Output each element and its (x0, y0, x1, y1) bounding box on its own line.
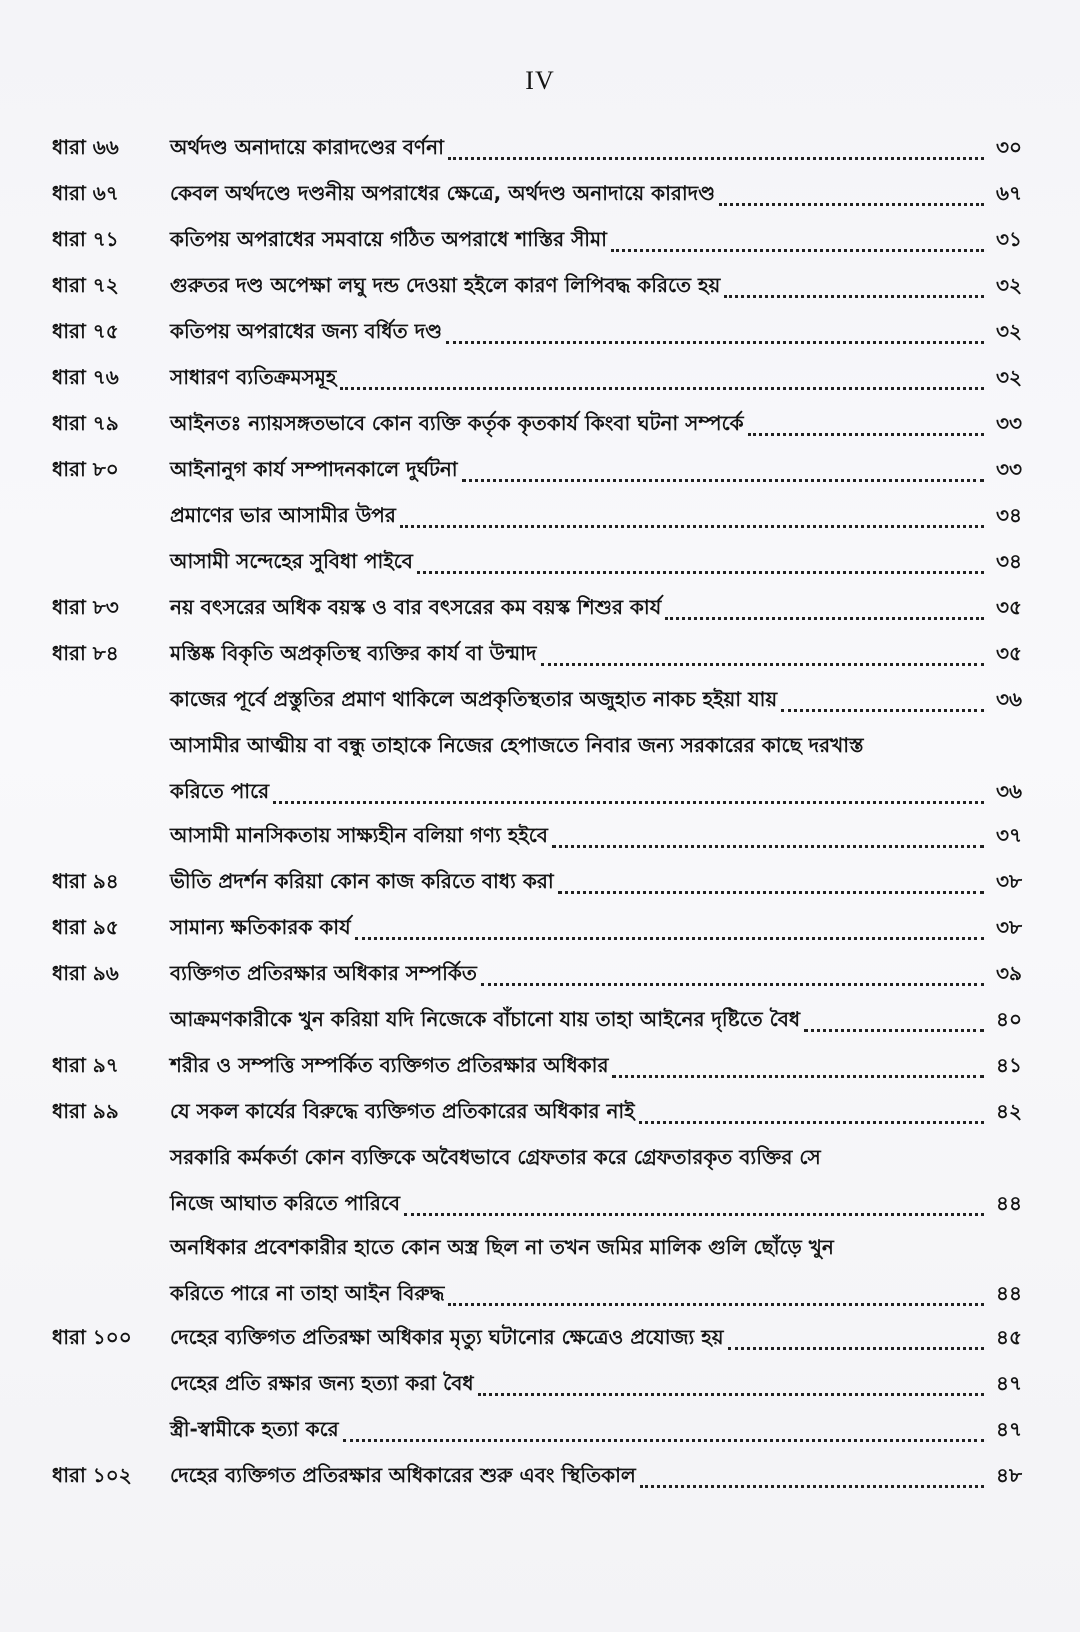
toc-page-number: ৩৭ (995, 823, 1022, 847)
toc-row (0, 1042, 1080, 1088)
toc-entry-title: সরকারি কর্মকর্তা কোন ব্যক্তিকে অবৈধভাবে গ্রেফতার করে গ্রেফতারকৃত ব্যক্তির সে (170, 1145, 821, 1169)
toc-row (0, 354, 1080, 400)
toc-entry-title: সাধারণ ব্যতিক্রমসমূহ (170, 365, 337, 389)
dot-leader (748, 400, 984, 446)
toc-entry-title: দেহের প্রতি রক্ষার জন্য হত্যা করা বৈধ (170, 1371, 474, 1395)
toc-page-number: ৩৪ (996, 549, 1022, 573)
dot-leader (343, 1406, 984, 1452)
toc-section-number: ধারা ৭২ (52, 273, 119, 297)
toc-page-number: ৪১ (996, 1053, 1022, 1077)
toc-page-number: ৩৯ (996, 961, 1022, 985)
dot-leader (478, 1360, 984, 1406)
toc-row (0, 768, 1080, 812)
toc-row (0, 996, 1080, 1042)
toc-page-number: ৩৩ (995, 411, 1022, 435)
toc-page-number: ৩০ (995, 135, 1022, 159)
toc-entry-title: মস্তিষ্ক বিকৃতি অপ্রকৃতিস্থ ব্যক্তির কার্য বা উন্মাদ (170, 641, 537, 665)
toc-page-number: ৪৪ (996, 1281, 1022, 1305)
toc-section-number: ধারা ৭৬ (52, 365, 119, 389)
dot-leader (400, 492, 984, 538)
table-of-contents (0, 124, 1080, 1498)
toc-entry-title: আসামীর আত্মীয় বা বন্ধু তাহাকে নিজের হেপাজতে নিবার জন্য সরকারের কাছে দরখাস্ত (170, 733, 864, 757)
toc-page-number: ৩৮ (996, 915, 1022, 939)
toc-section-number: ধারা ৭১ (52, 227, 119, 251)
toc-page-number: ৪৭ (996, 1371, 1022, 1395)
toc-entry-title: আসামী সন্দেহের সুবিধা পাইবে (170, 549, 413, 573)
toc-section-number: ধারা ৭৯ (52, 411, 119, 435)
toc-entry-title: যে সকল কার্যের বিরুদ্ধে ব্যক্তিগত প্রতিকারের অধিকার নাই (170, 1099, 635, 1123)
toc-section-number: ধারা ৮৩ (52, 595, 119, 619)
toc-section-number: ধারা ৮৪ (52, 641, 119, 665)
toc-row (0, 1134, 1080, 1180)
toc-page-number: ৪৮ (996, 1463, 1022, 1487)
toc-page-number: ৩৩ (995, 457, 1022, 481)
toc-row (0, 400, 1080, 446)
toc-entry-title: কতিপয় অপরাধের জন্য বর্ধিত দণ্ড (170, 319, 443, 343)
dot-leader (448, 124, 984, 170)
toc-entry-title: অর্থদণ্ড অনাদায়ে কারাদণ্ডের বর্ণনা (170, 135, 444, 159)
toc-row (0, 308, 1080, 354)
toc-entry-title: সামান্য ক্ষতিকারক কার্য (170, 915, 351, 939)
toc-page-number: ৩৫ (996, 595, 1022, 619)
dot-leader (640, 1452, 984, 1498)
toc-section-number: ধারা ৯৫ (52, 915, 119, 939)
toc-page-number: ৬৭ (995, 181, 1022, 205)
toc-row (0, 858, 1080, 904)
toc-row (0, 1314, 1080, 1360)
toc-entry-title: নয় বৎসরের অধিক বয়স্ক ও বার বৎসরের কম বয়স্ক শিশুর কার্য (170, 595, 662, 619)
toc-section-number: ধারা ৬৭ (52, 181, 119, 205)
dot-leader (481, 950, 984, 996)
toc-entry-title: দেহের ব্যক্তিগত প্রতিরক্ষা অধিকার মৃত্যু ঘটানোর ক্ষেত্রেও প্রযোজ্য হয় (170, 1325, 724, 1349)
toc-entry-title: প্রমাণের ভার আসামীর উপর (170, 503, 396, 527)
toc-entry-title: করিতে পারে (170, 779, 270, 803)
toc-entry-title: ভীতি প্রদর্শন করিয়া কোন কাজ করিতে বাধ্য করা (170, 869, 554, 893)
toc-row (0, 1224, 1080, 1270)
toc-entry-title: ব্যক্তিগত প্রতিরক্ষার অধিকার সম্পর্কিত (170, 961, 477, 985)
toc-entry-title: শরীর ও সম্পত্তি সম্পর্কিত ব্যক্তিগত প্রতিরক্ষার অধিকার (170, 1053, 609, 1077)
toc-entry-title: কাজের পূর্বে প্রস্তুতির প্রমাণ থাকিলে অপ্রকৃতিস্থতার অজুহাত নাকচ হইয়া যায় (170, 687, 778, 711)
toc-section-number: ধারা ৯৪ (52, 869, 119, 893)
toc-page-number: ৩৬ (995, 779, 1022, 803)
toc-entry-title: কতিপয় অপরাধের সমবায়ে গঠিত অপরাধে শাস্তির সীমা (170, 227, 607, 251)
toc-entry-title: গুরুতর দণ্ড অপেক্ষা লঘু দন্ড দেওয়া হইলে কারণ লিপিবদ্ধ করিতে হয় (170, 273, 721, 297)
toc-section-number: ধারা ৯৭ (52, 1053, 119, 1077)
dot-leader (340, 354, 984, 400)
dot-leader (552, 812, 984, 858)
toc-page-number: ৩৪ (996, 503, 1022, 527)
dot-leader (665, 584, 984, 630)
toc-page-number: ৪৭ (996, 1417, 1022, 1441)
toc-entry-title: আইনানুগ কার্য সম্পাদনকালে দুর্ঘটনা (170, 457, 458, 481)
toc-page-number: ৩২ (995, 319, 1022, 343)
page-number: IV (525, 66, 555, 95)
dot-leader (462, 446, 984, 492)
dot-leader (448, 1270, 984, 1316)
toc-entry-title: আক্রমণকারীকে খুন করিয়া যদি নিজেকে বাঁচানো যায় তাহা আইনের দৃষ্টিতে বৈধ (170, 1007, 801, 1031)
toc-section-number: ধারা ৯৬ (52, 961, 119, 985)
dot-leader (558, 858, 984, 904)
toc-row (0, 262, 1080, 308)
toc-row (0, 446, 1080, 492)
toc-row (0, 676, 1080, 722)
toc-section-number: ধারা ৭৫ (52, 319, 119, 343)
toc-section-number: ধারা ১০০ (52, 1325, 132, 1349)
toc-entry-title: স্ত্রী-স্বামীকে হত্যা করে (170, 1417, 339, 1441)
toc-entry-title: আইনতঃ ন্যায়সঙ্গতভাবে কোন ব্যক্তি কর্তৃক কৃতকার্য কিংবা ঘটনা সম্পর্কে (170, 411, 744, 435)
toc-row (0, 538, 1080, 584)
toc-row (0, 812, 1080, 858)
toc-entry-title: অনধিকার প্রবেশকারীর হাতে কোন অস্ত্র ছিল না তখন জমির মালিক গুলি ছোঁড়ে খুন (170, 1235, 834, 1259)
toc-page-number: ৩২ (995, 365, 1022, 389)
toc-row (0, 216, 1080, 262)
toc-page-number: ৪০ (996, 1007, 1022, 1031)
toc-row (0, 124, 1080, 170)
toc-page-number: ৩৫ (996, 641, 1022, 665)
toc-row (0, 1406, 1080, 1452)
dot-leader (724, 262, 984, 308)
toc-section-number: ধারা ১০২ (52, 1463, 132, 1487)
toc-row (0, 722, 1080, 768)
dot-leader (804, 996, 984, 1042)
toc-section-number: ধারা ৯৯ (52, 1099, 119, 1123)
toc-row (0, 1360, 1080, 1406)
dot-leader (728, 1314, 984, 1360)
toc-entry-title: করিতে পারে না তাহা আইন বিরুদ্ধ (170, 1281, 445, 1305)
toc-row (0, 950, 1080, 996)
toc-row (0, 904, 1080, 950)
dot-leader (355, 904, 984, 950)
dot-leader (639, 1088, 984, 1134)
dot-leader (781, 676, 984, 722)
toc-page-number: ৩১ (996, 227, 1022, 251)
dot-leader (719, 170, 984, 216)
toc-row (0, 630, 1080, 676)
toc-row (0, 1270, 1080, 1314)
dot-leader (273, 768, 984, 814)
toc-row (0, 1088, 1080, 1134)
dot-leader (611, 216, 984, 262)
toc-entry-title: দেহের ব্যক্তিগত প্রতিরক্ষার অধিকারের শুরু এবং স্থিতিকাল (170, 1463, 636, 1487)
toc-row (0, 170, 1080, 216)
dot-leader (612, 1042, 984, 1088)
toc-page-number: ৪৪ (996, 1191, 1022, 1215)
toc-row (0, 584, 1080, 630)
toc-row (0, 1180, 1080, 1224)
toc-page-number: ৩৬ (995, 687, 1022, 711)
toc-page-number: ৩৮ (996, 869, 1022, 893)
toc-page-number: ৩২ (995, 273, 1022, 297)
dot-leader (541, 630, 984, 676)
toc-entry-title: কেবল অর্থদণ্ডে দণ্ডনীয় অপরাধের ক্ষেত্রে, অর্থদণ্ড অনাদায়ে কারাদণ্ড (170, 181, 716, 205)
toc-row (0, 1452, 1080, 1498)
dot-leader (417, 538, 984, 584)
toc-entry-title: নিজে আঘাত করিতে পারিবে (170, 1191, 400, 1215)
toc-section-number: ধারা ৬৬ (52, 135, 119, 159)
dot-leader (404, 1180, 984, 1226)
toc-entry-title: আসামী মানসিকতায় সাক্ষ্যহীন বলিয়া গণ্য হইবে (170, 823, 548, 847)
toc-row (0, 492, 1080, 538)
toc-page-number: ৪৫ (996, 1325, 1022, 1349)
toc-section-number: ধারা ৮০ (52, 457, 119, 481)
toc-page-number: ৪২ (996, 1099, 1022, 1123)
dot-leader (446, 308, 984, 354)
